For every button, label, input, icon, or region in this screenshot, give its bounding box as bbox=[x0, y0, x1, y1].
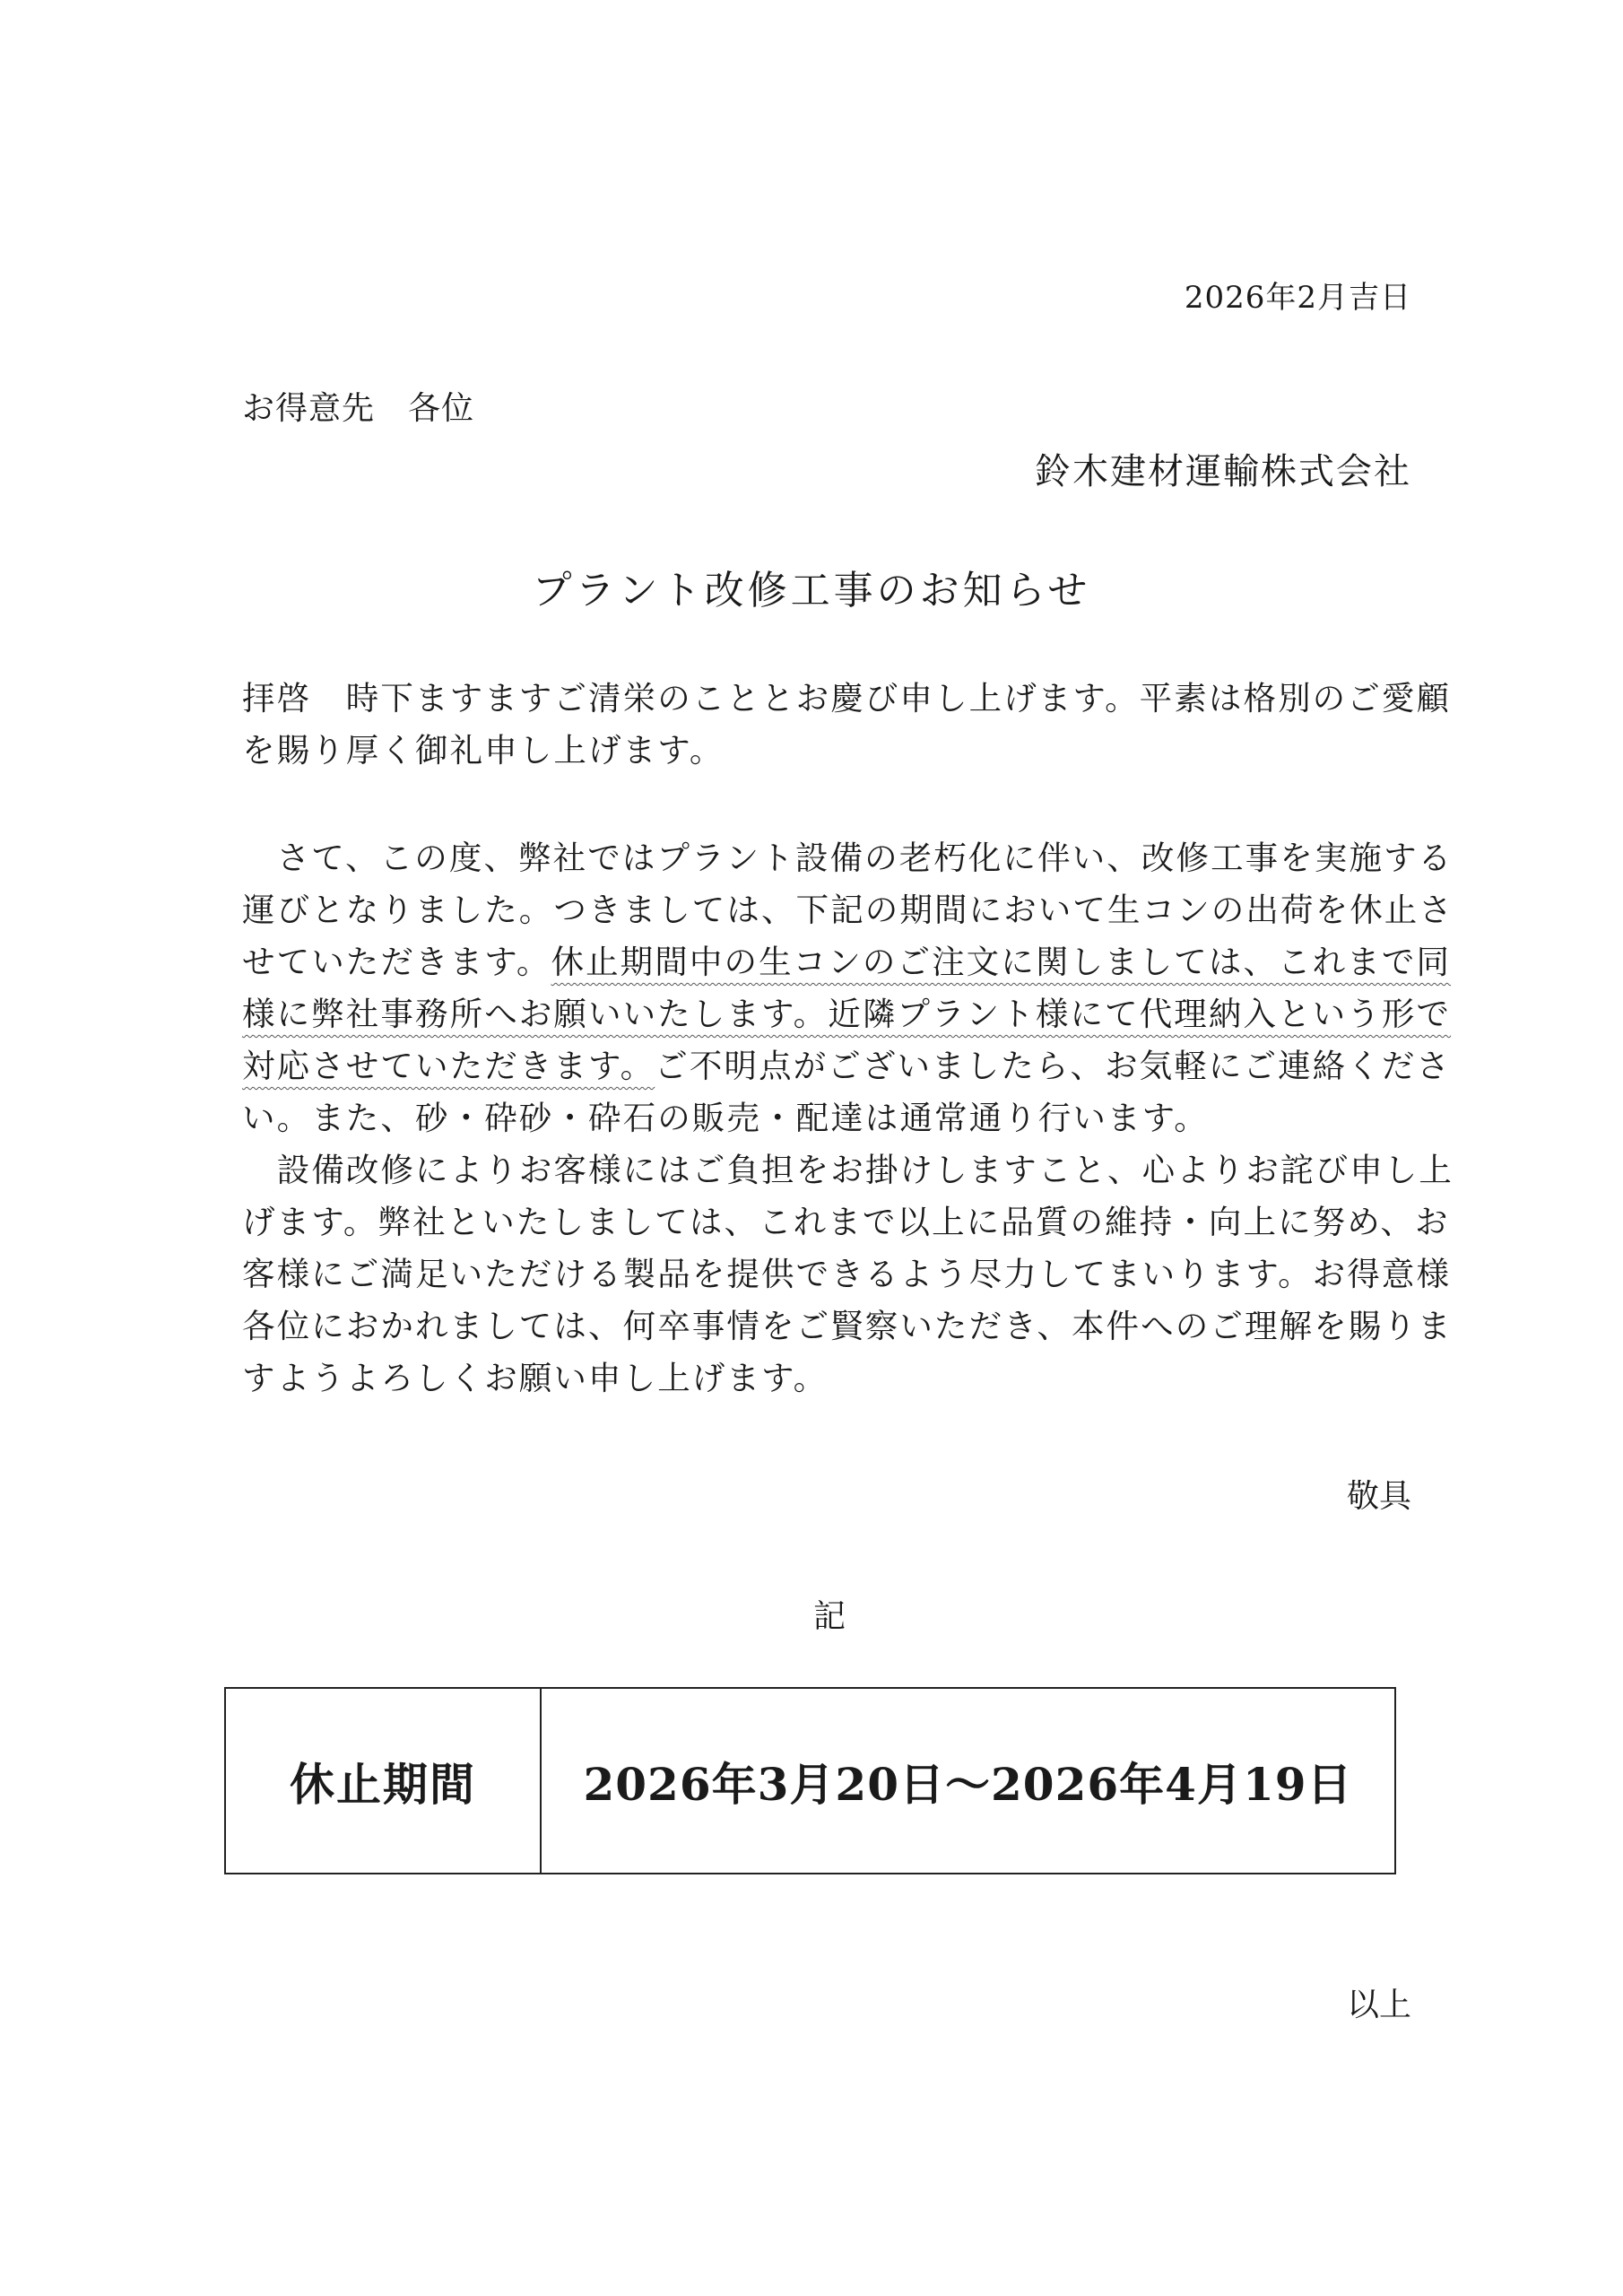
greeting-line-2: を賜り厚く御礼申し上げます。 bbox=[242, 731, 725, 770]
body-line-5-underlined: 対応させていただきます。 bbox=[242, 1047, 655, 1085]
greeting-line-1: 拝啓 時下ますますご清栄のこととお慶び申し上げます。平素は格別のご愛顧 bbox=[242, 679, 1452, 718]
body-line-3-underlined: 休止期間中の生コンのご注文に関しましては、これまで同 bbox=[551, 943, 1452, 981]
recipient: お得意先 各位 bbox=[242, 390, 475, 427]
suspension-period-table bbox=[224, 1687, 1396, 1874]
body-line-4 bbox=[242, 988, 1452, 1040]
body-line-11: すようよろしくお願い申し上げます。 bbox=[242, 1359, 829, 1397]
body-line-1: さて、この度、弊社ではプラント設備の老朽化に伴い、改修工事を実施する bbox=[242, 839, 1454, 877]
closing-word: 敬具 bbox=[1346, 1478, 1411, 1515]
ki-heading: 記 bbox=[812, 1598, 846, 1635]
body-line-3-plain: せていただきます。 bbox=[242, 943, 551, 981]
body-line-10: 各位におかれましては、何卒事情をご賢察いただき、本件へのご理解を賜りま bbox=[242, 1307, 1453, 1345]
body-line-5 bbox=[242, 1040, 1452, 1092]
body-line-5-plain: ご不明点がございましたら、お気軽にご連絡くださ bbox=[655, 1047, 1452, 1085]
body-line-6: い。また、砂・砕砂・砕石の販売・配達は通常通り行います。 bbox=[242, 1099, 1209, 1137]
company-name: 鈴木建材運輸株式会社 bbox=[1035, 451, 1411, 492]
document-date: 2026年2月吉日 bbox=[1184, 280, 1411, 316]
notice-title: プラント改修工事のお知らせ bbox=[532, 568, 1091, 613]
end-mark: 以上 bbox=[1346, 1987, 1411, 2023]
body-line-2: 運びとなりました。つきましては、下記の期間において生コンの出荷を休止さ bbox=[242, 891, 1454, 929]
period-value: 2026年3月20日～2026年4月19日 bbox=[583, 1757, 1353, 1811]
body-line-3 bbox=[242, 936, 1452, 988]
body-line-4-underlined: 様に弊社事務所へお願いいたします。近隣プラント様にて代理納入という形で bbox=[242, 995, 1452, 1033]
greeting-paragraph bbox=[242, 673, 1452, 777]
body-line-7: 設備改修によりお客様にはご負担をお掛けしますこと、心よりお詫び申し上 bbox=[242, 1151, 1454, 1189]
main-paragraph bbox=[242, 832, 1454, 1405]
body-line-9: 客様にご満足いただける製品を提供できるよう尽力してまいります。お得意様 bbox=[242, 1255, 1452, 1293]
body-line-8: げます。弊社といたしましては、これまで以上に品質の維持・向上に努め、お bbox=[242, 1203, 1450, 1241]
period-label: 休止期間 bbox=[226, 1689, 542, 1873]
